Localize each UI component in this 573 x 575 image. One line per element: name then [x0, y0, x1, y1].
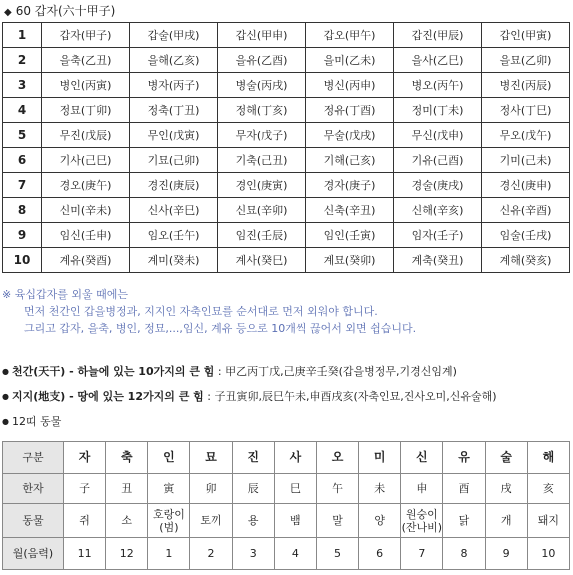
table-row [3, 148, 570, 173]
section-header [4, 3, 115, 19]
ganji-cell: 기미(己未) [482, 148, 570, 173]
zodiac-branch: 미 [359, 442, 401, 474]
ganji-cell: 기해(己亥) [306, 148, 394, 173]
ganji-cell: 을해(乙亥) [130, 48, 218, 73]
ganji-cell: 무신(戊申) [394, 123, 482, 148]
ganji-cell: 신묘(辛卯) [218, 198, 306, 223]
table-row [3, 23, 570, 48]
zodiac-month: 3 [232, 538, 274, 570]
zodiac-hanja: 子 [64, 474, 106, 504]
ganji-cell: 갑신(甲申) [218, 23, 306, 48]
row-number: 10 [3, 248, 42, 273]
ganji-cell: 계묘(癸卯) [306, 248, 394, 273]
row-header: 월(음력) [3, 538, 64, 570]
zodiac-branch: 인 [148, 442, 190, 474]
ganji-cell: 신유(辛酉) [482, 198, 570, 223]
zodiac-hanja: 卯 [190, 474, 232, 504]
ganji-cell: 갑자(甲子) [42, 23, 130, 48]
animal-name: 닭 [458, 514, 470, 527]
ganji-cell: 임술(壬戌) [482, 223, 570, 248]
note-line-3: 그리고 갑자, 을축, 병인, 정묘,...,임신, 계유 등으로 10개씩 끊어서 외면 쉽습니다. [24, 322, 417, 335]
ganji-cell: 신사(辛巳) [130, 198, 218, 223]
ganji-cell: 기사(己巳) [42, 148, 130, 173]
animal-name: 쥐 [79, 514, 90, 527]
cheongan-line [2, 364, 457, 380]
zodiac-month: 10 [527, 538, 569, 570]
zodiac-animal [485, 504, 527, 538]
zodiac-animal [443, 504, 485, 538]
ganji-cell: 병자(丙子) [130, 73, 218, 98]
zodiac-branch: 해 [527, 442, 569, 474]
row-header: 한자 [3, 474, 64, 504]
study-note [2, 286, 570, 337]
ganji-cell: 무오(戊午) [482, 123, 570, 148]
zodiac-month: 4 [274, 538, 316, 570]
ganji-cell: 임진(壬辰) [218, 223, 306, 248]
zodiac-month: 1 [148, 538, 190, 570]
ganji-cell: 정묘(丁卯) [42, 98, 130, 123]
ganji-cell: 을축(乙丑) [42, 48, 130, 73]
ganji-cell: 임오(壬午) [130, 223, 218, 248]
animal-name: 개 [500, 514, 512, 527]
ganji-cell: 갑인(甲寅) [482, 23, 570, 48]
section-title: 60 갑자(六十甲子) [15, 4, 116, 18]
ganji-cell: 갑술(甲戌) [130, 23, 218, 48]
zodiac-month: 7 [401, 538, 443, 570]
ganji-cell: 임자(壬子) [394, 223, 482, 248]
ganji-cell: 병진(丙辰) [482, 73, 570, 98]
dot-icon: ● [2, 367, 9, 376]
zodiac-month: 8 [443, 538, 485, 570]
ganji-cell: 무술(戊戌) [306, 123, 394, 148]
zodiac-branch: 축 [106, 442, 148, 474]
zodiac-animal [274, 504, 316, 538]
table-row [3, 123, 570, 148]
zodiac-animal [401, 504, 443, 538]
zodiac-month: 2 [190, 538, 232, 570]
zodiac-hanja: 寅 [148, 474, 190, 504]
zodiac-month: 6 [359, 538, 401, 570]
zodiac-table [2, 441, 570, 570]
table-row [3, 173, 570, 198]
animal-name: 호랑이 [152, 507, 185, 521]
jiji-value: : 子丑寅卯,辰巳午未,申酉戌亥(자축인묘,진사오미,신유술해) [207, 390, 497, 403]
table-row [3, 48, 570, 73]
animal-alias: (잔나비) [401, 520, 443, 534]
ganji-cell: 계해(癸亥) [482, 248, 570, 273]
note-line-2: 먼저 천간인 갑을병정과, 지지인 자축인묘를 순서대로 먼저 외워야 합니다. [24, 305, 378, 318]
zodiac-animal [359, 504, 401, 538]
ganji-cell: 계축(癸丑) [394, 248, 482, 273]
zodiac-animal [64, 504, 106, 538]
row-number: 1 [3, 23, 42, 48]
zodiac-month: 9 [485, 538, 527, 570]
animal-name: 돼지 [537, 514, 559, 527]
animal-name: 토끼 [200, 514, 222, 527]
row-number: 7 [3, 173, 42, 198]
zodiac-hanja: 巳 [274, 474, 316, 504]
zodiac-branch: 자 [64, 442, 106, 474]
ganji-cell: 병신(丙申) [306, 73, 394, 98]
animal-name: 원숭이 [405, 507, 438, 521]
ganji-cell: 정축(丁丑) [130, 98, 218, 123]
zodiac-branch: 술 [485, 442, 527, 474]
animal-alias: (범) [159, 520, 179, 534]
ganji-cell: 임신(壬申) [42, 223, 130, 248]
zodiac-hanja: 亥 [527, 474, 569, 504]
zodiac-animal [316, 504, 358, 538]
ganji-cell: 임인(壬寅) [306, 223, 394, 248]
ganji-cell: 무자(戊子) [218, 123, 306, 148]
ganji-cell: 무인(戊寅) [130, 123, 218, 148]
zodiac-hanja: 未 [359, 474, 401, 504]
row-number: 5 [3, 123, 42, 148]
ganji-cell: 경술(庚戌) [394, 173, 482, 198]
animals-heading: 12띠 동물 [11, 415, 62, 428]
ganji-cell: 병오(丙午) [394, 73, 482, 98]
jiji-line [2, 389, 497, 405]
ganji-cell: 기유(己酉) [394, 148, 482, 173]
zodiac-month: 12 [106, 538, 148, 570]
row-number: 8 [3, 198, 42, 223]
zodiac-branch: 오 [316, 442, 358, 474]
zodiac-hanja: 辰 [232, 474, 274, 504]
zodiac-hanja: 申 [401, 474, 443, 504]
ganji-cell: 을사(乙巳) [394, 48, 482, 73]
zodiac-hanja: 戌 [485, 474, 527, 504]
cheongan-value: : 甲乙丙丁戊,己庚辛壬癸(갑을병정무,기경신임계) [217, 365, 457, 378]
table-row [3, 248, 570, 273]
zodiac-branch: 유 [443, 442, 485, 474]
animal-name: 말 [332, 514, 343, 527]
ganji-cell: 신해(辛亥) [394, 198, 482, 223]
row-number: 2 [3, 48, 42, 73]
ganji-cell: 경진(庚辰) [130, 173, 218, 198]
dot-icon: ● [2, 392, 9, 401]
zodiac-hanja: 午 [316, 474, 358, 504]
animal-name: 용 [247, 514, 259, 527]
table-row [3, 98, 570, 123]
animal-name: 소 [121, 514, 133, 527]
zodiac-animal [148, 504, 190, 538]
animals-heading-line [2, 414, 61, 430]
ganji-cell: 기축(己丑) [218, 148, 306, 173]
ganji-cell: 정해(丁亥) [218, 98, 306, 123]
cheongan-label: 천간(天干) - 하늘에 있는 10가지의 큰 힘 [11, 365, 215, 378]
animal-name: 뱀 [290, 514, 301, 527]
ganji-table [2, 22, 570, 273]
ganji-cell: 을유(乙酉) [218, 48, 306, 73]
zodiac-month: 11 [64, 538, 106, 570]
ganji-cell: 정미(丁未) [394, 98, 482, 123]
zodiac-hanja: 丑 [106, 474, 148, 504]
ganji-cell: 계사(癸巳) [218, 248, 306, 273]
ganji-cell: 정사(丁巳) [482, 98, 570, 123]
zodiac-branch: 사 [274, 442, 316, 474]
ganji-cell: 경신(庚申) [482, 173, 570, 198]
note-line-1: ※ 육십갑자를 외울 때에는 [2, 288, 128, 301]
row-number: 9 [3, 223, 42, 248]
jiji-label: 지지(地支) - 땅에 있는 12가지의 큰 힘 [11, 390, 204, 403]
row-header: 구분 [3, 442, 64, 474]
ganji-cell: 정유(丁酉) [306, 98, 394, 123]
ganji-cell: 병술(丙戌) [218, 73, 306, 98]
zodiac-animal [106, 504, 148, 538]
diamond-icon: ◆ [4, 7, 12, 18]
ganji-cell: 을묘(乙卯) [482, 48, 570, 73]
row-number: 6 [3, 148, 42, 173]
table-row [3, 198, 570, 223]
animal-name: 양 [374, 514, 385, 527]
table-row [3, 223, 570, 248]
ganji-cell: 갑오(甲午) [306, 23, 394, 48]
row-number: 4 [3, 98, 42, 123]
ganji-cell: 신축(辛丑) [306, 198, 394, 223]
row-number: 3 [3, 73, 42, 98]
zodiac-month: 5 [316, 538, 358, 570]
ganji-cell: 경자(庚子) [306, 173, 394, 198]
row-header: 동물 [3, 504, 64, 538]
table-row [3, 73, 570, 98]
zodiac-branch: 신 [401, 442, 443, 474]
zodiac-branch: 진 [232, 442, 274, 474]
zodiac-animal [232, 504, 274, 538]
zodiac-branch: 묘 [190, 442, 232, 474]
ganji-cell: 을미(乙未) [306, 48, 394, 73]
ganji-cell: 경오(庚午) [42, 173, 130, 198]
zodiac-animal [527, 504, 569, 538]
zodiac-animal [190, 504, 232, 538]
ganji-cell: 계미(癸未) [130, 248, 218, 273]
dot-icon: ● [2, 417, 9, 426]
ganji-cell: 계유(癸酉) [42, 248, 130, 273]
ganji-cell: 갑진(甲辰) [394, 23, 482, 48]
zodiac-hanja: 酉 [443, 474, 485, 504]
ganji-cell: 무진(戊辰) [42, 123, 130, 148]
ganji-cell: 신미(辛未) [42, 198, 130, 223]
ganji-cell: 경인(庚寅) [218, 173, 306, 198]
ganji-cell: 병인(丙寅) [42, 73, 130, 98]
ganji-cell: 기묘(己卯) [130, 148, 218, 173]
